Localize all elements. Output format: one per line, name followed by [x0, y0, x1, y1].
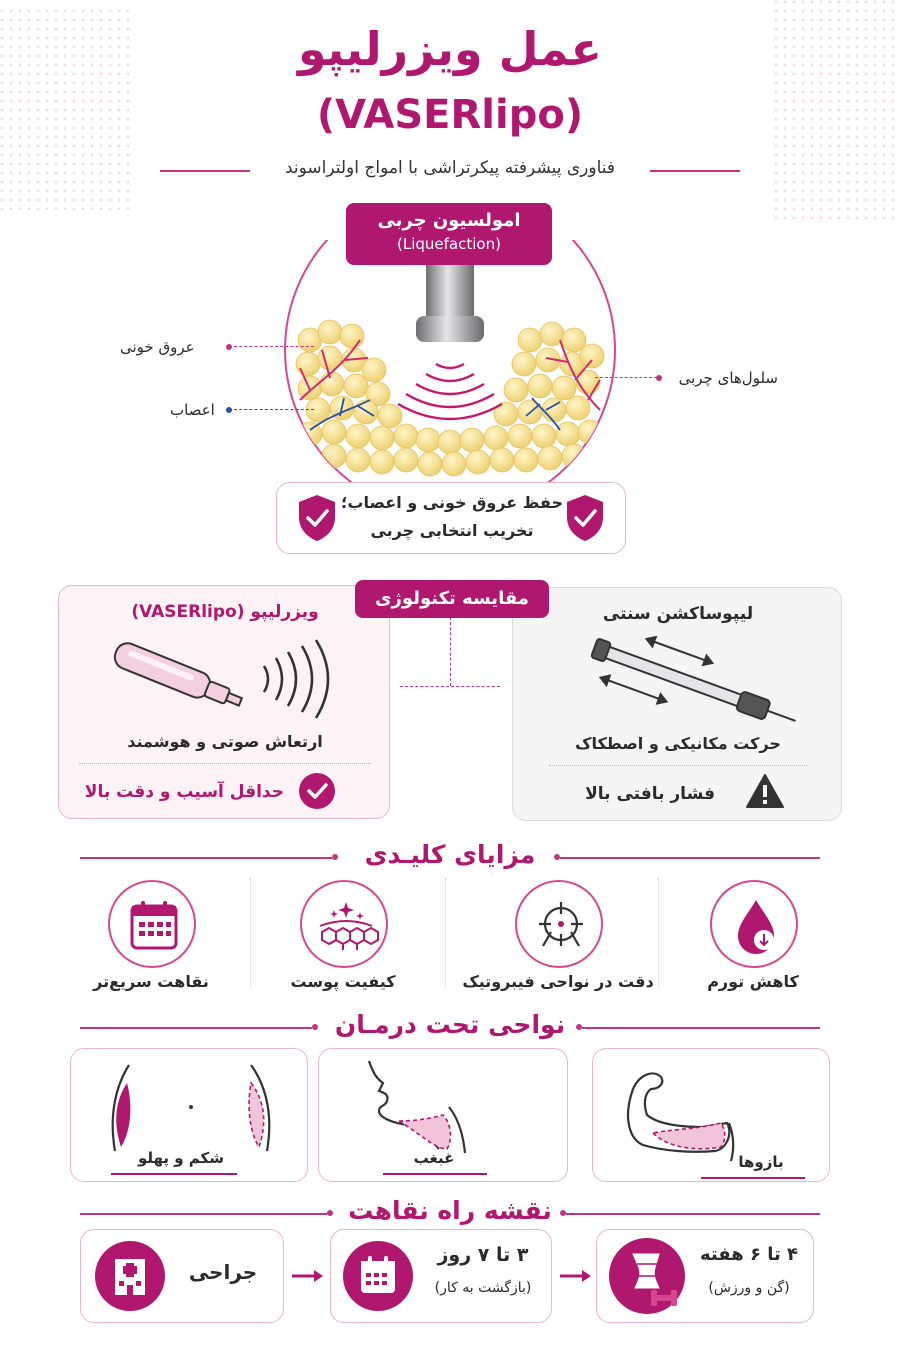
traditional-card — [512, 587, 842, 821]
area-underline — [701, 1177, 805, 1179]
comparison-connector-h — [400, 686, 500, 687]
hospital-icon — [95, 1241, 165, 1311]
page-title-english: (VASERlipo) — [316, 92, 584, 138]
callout-dot-vessels — [226, 344, 232, 350]
vaser-probe-icon — [104, 634, 354, 724]
benefits-title: مزایای کلیـدی — [364, 840, 536, 869]
callout-line-vessels — [234, 346, 314, 347]
arm-icon — [603, 1053, 823, 1163]
benefit-label-skin: کیفیت پوست — [290, 972, 396, 991]
roadmap-label-weeks: ۴ تا ۶ هفته — [699, 1244, 799, 1265]
label-fat-cells: سلول‌های چربی — [678, 369, 778, 387]
roadmap-sub-weeks: (گن و ورزش) — [708, 1280, 790, 1296]
area-card-abdomen — [70, 1048, 308, 1182]
label-blood-vessels: عروق خونی — [120, 338, 195, 356]
warning-icon — [745, 772, 785, 810]
banner-subtitle: (Liquefaction) — [397, 235, 501, 253]
roadmap-sub-days: (بازگشت به کار) — [434, 1280, 532, 1296]
skin-cells-icon — [300, 880, 388, 968]
subtitle-line-right — [650, 170, 740, 172]
ultrasound-probe — [416, 260, 484, 342]
areas-title: نواحی تحت درمـان — [334, 1010, 566, 1039]
area-underline — [111, 1173, 237, 1175]
comparison-title: مقایسه تکنولوژی — [355, 580, 549, 618]
body-dumbbell-icon — [609, 1238, 685, 1314]
banner-title: امولسیون چربی — [377, 210, 521, 231]
roadmap-step-surgery — [80, 1229, 284, 1323]
check-circle-icon — [299, 773, 335, 809]
vaser-benefit: حداقل آسیب و دقت بالا — [84, 782, 284, 802]
area-card-arms — [592, 1048, 830, 1182]
target-icon — [515, 880, 603, 968]
vaser-caption: ارتعاش صوتی و هوشمند — [127, 732, 323, 751]
callout-dot-nerves — [226, 407, 232, 413]
area-underline — [383, 1173, 487, 1175]
cannula-icon — [573, 636, 803, 736]
traditional-divider — [549, 765, 807, 766]
liquefaction-diagram — [270, 240, 630, 490]
roadmap-title: نقشه راه نقاهت — [348, 1196, 552, 1225]
vaser-title-fa: ویزرلیپو — [250, 602, 319, 622]
vaser-card — [58, 585, 390, 819]
label-nerves: اعصاب — [170, 401, 215, 419]
area-label-abdomen: شکم و پهلو — [137, 1149, 225, 1167]
shield-check-icon — [295, 493, 339, 543]
benefit-separator — [445, 878, 446, 988]
protection-box — [276, 482, 626, 554]
drop-icon — [710, 880, 798, 968]
roadmap-step-weeks — [596, 1229, 814, 1323]
area-card-chin — [318, 1048, 568, 1182]
benefit-label-swelling: کاهش تورم — [707, 972, 799, 991]
benefit-label-precision: دقت در نواحی فیبروتیک — [462, 972, 654, 991]
abdomen-icon — [91, 1057, 291, 1157]
vaser-title-en: (VASERlipo) — [131, 602, 245, 622]
calendar-icon — [108, 880, 196, 968]
roadmap-line-right — [566, 1213, 820, 1215]
callout-dot-fat — [656, 375, 662, 381]
protection-line-2: تخریب انتخابی چربی — [370, 521, 534, 540]
vaser-divider — [79, 763, 371, 764]
calendar-icon — [343, 1241, 413, 1311]
roadmap-label-days: ۳ تا ۷ روز — [437, 1244, 529, 1266]
comparison-connector-v — [450, 612, 451, 686]
callout-line-nerves — [234, 409, 314, 410]
subtitle-line-left — [160, 170, 250, 172]
area-label-chin: غبغب — [413, 1149, 455, 1167]
traditional-card-title: لیپوساکشن سنتی — [602, 604, 754, 624]
roadmap-label-surgery: جراحی — [188, 1260, 258, 1284]
areas-line-right — [582, 1027, 820, 1029]
roadmap-step-return-work — [330, 1229, 552, 1323]
chin-icon — [339, 1053, 549, 1163]
arrow-right-icon — [558, 1268, 592, 1282]
traditional-drawback: فشار بافتی بالا — [585, 784, 715, 804]
vaser-card-title — [59, 602, 391, 622]
area-label-arms: بازوها — [738, 1153, 784, 1171]
benefit-label-recovery: نقاهت سریع‌تر — [93, 972, 209, 991]
page-title: عمل ویزرلیپو — [298, 22, 602, 76]
shield-check-icon — [563, 493, 607, 543]
callout-line-fat — [595, 377, 657, 378]
liquefaction-banner — [346, 203, 552, 265]
traditional-caption: حرکت مکانیکی و اصطکاک — [575, 734, 781, 753]
protection-line-1: حفظ عروق خونی و اعصاب؛ — [341, 493, 563, 512]
page-subtitle: فناوری پیشرفته پیکرتراشی با امواج اولتراسوند — [284, 158, 616, 178]
benefits-line-right — [560, 857, 820, 859]
arrow-right-icon — [290, 1268, 324, 1282]
